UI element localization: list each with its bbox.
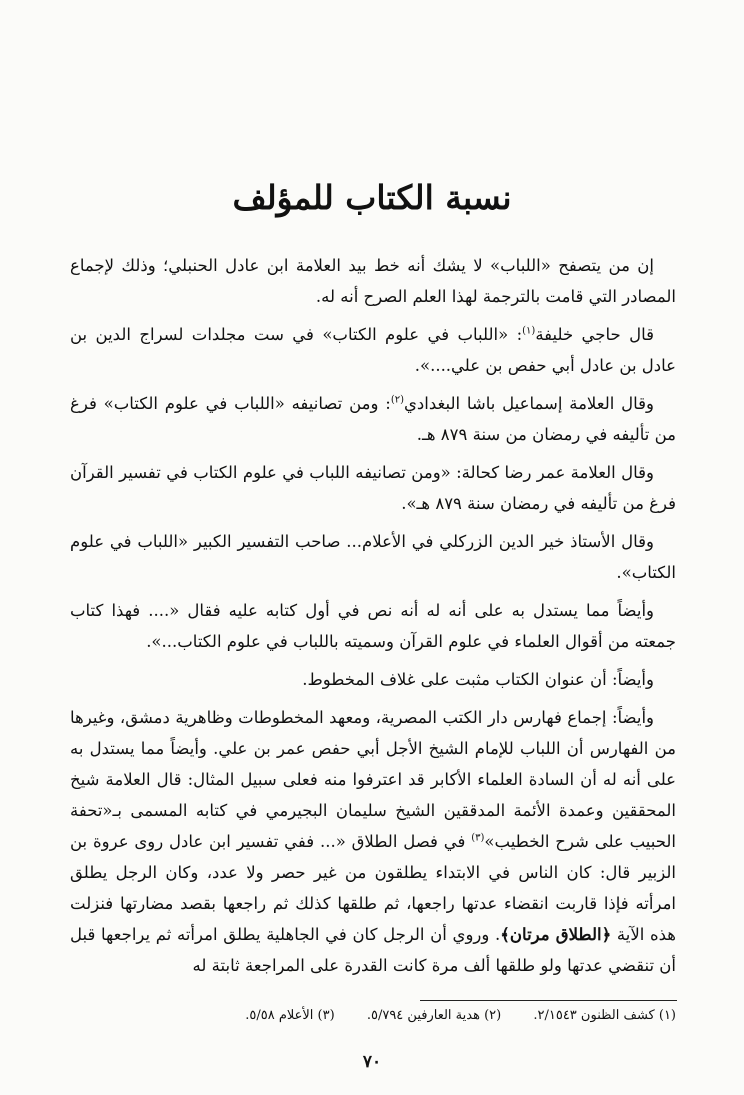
paragraph [70,702,676,988]
paragraph: وقال العلامة عمر رضا كحالة: «ومن تصانيفه اللباب في علوم الكتاب في تفسير القرآن فرغ من تأليفه في رمضان سنة ٨٧٩ هـ». [70,463,676,513]
quran-quote: ﴿الطلاق مرتان﴾ [500,925,612,944]
paragraph-text: وأيضاً: إجماع فهارس دار الكتب المصرية، ومعهد المخطوطات وظاهرية دمشق، وغيرها من الفهارس أن اللباب للإمام الشيخ الأجل أبي حفص عمر بن علي. وأيضاً مما يستدل به على أنه له أن السادة العلماء الأكابر قد اعترفوا منه فعلى سبيل المثال: قال العلامة شيخ المحققين وعمدة الأئمة المدققين الشيخ سليمان البجيرمي في كتابه المسمى بـ«تحفة الحبيب على شرح الخطيب» [70,708,676,851]
paragraph: وأيضاً مما يستدل به على أنه له أنه نص في أول كتابه عليه فقال «.... فهذا كتاب جمعته من أقوال العلماء في علوم القرآن وسميته باللباب في علوم الكتاب...». [70,601,676,651]
page-title: نسبة الكتاب للمؤلف [232,178,512,217]
footnote-marker: (٣) [471,832,485,844]
paragraph [70,388,676,457]
footnote-divider [420,1000,677,1001]
paragraph-text: ... صاحب التفسير الكبير «اللباب في علوم الكتاب». [70,532,676,582]
paragraph [70,526,676,595]
footnote: (١) كشف الظنون ٢/١٥٤٣. [533,1008,676,1023]
body-text [70,250,676,988]
paragraph-text: : ومن تصانيفه «اللباب في علوم الكتاب» فرغ من تأليفه في رمضان من سنة ٨٧٩ هـ. [70,394,676,444]
paragraph: إن من يتصفح «اللباب» لا يشك أنه خط بيد العلامة ابن عادل الحنبلي؛ وذلك لإجماع المصادر التي قامت بالترجمة لهذا العلم الصرح أنه له. [70,256,676,306]
page-number: ٧٠ [362,1052,382,1072]
paragraph-text: في فصل الطلاق «... ففي تفسير ابن عادل روى عروة بن الزبير قال: كان الناس في الابتداء يطلقون من غير حصر ولا عدد، وكان الرجل يطلق امرأته فإذا قاربت انقضاء عدتها راجعها، ثم طلقها كذلك ثم راجعها بقصد مضارتها فنزلت هذه الآية [70,832,677,944]
footnote-marker: (١) [522,325,536,337]
paragraph-text: : «اللباب في علوم الكتاب» في ست مجلدات لسراج الدين بن عادل بن عادل أبي حفص بن علي....». [70,325,676,375]
paragraph: وأيضاً: أن عنوان الكتاب مثبت على غلاف المخطوط. [302,670,654,689]
paragraph-text: قال حاجي خليفة [535,325,654,344]
paragraph-text: وقال الأستاذ خير الدين الزركلي في الأعلام [362,532,654,551]
paragraph-text: . وروي أن الرجل كان في الجاهلية يطلق امرأته ثم يراجعها قبل أن تنقضي عدتها ولو طلقها ألف مرة كانت القدرة على المراجعة ثابتة له [70,925,676,975]
paragraph-text: وقال العلامة إسماعيل باشا البغدادي [404,394,654,413]
footnote: (٣) الأعلام ٥/٥٨. [245,1008,335,1023]
paragraph [70,319,676,388]
footnotes [0,1008,676,1023]
footnote: (٢) هدية العارفين ٥/٧٩٤. [366,1008,502,1023]
footnote-marker: (٢) [390,394,404,406]
